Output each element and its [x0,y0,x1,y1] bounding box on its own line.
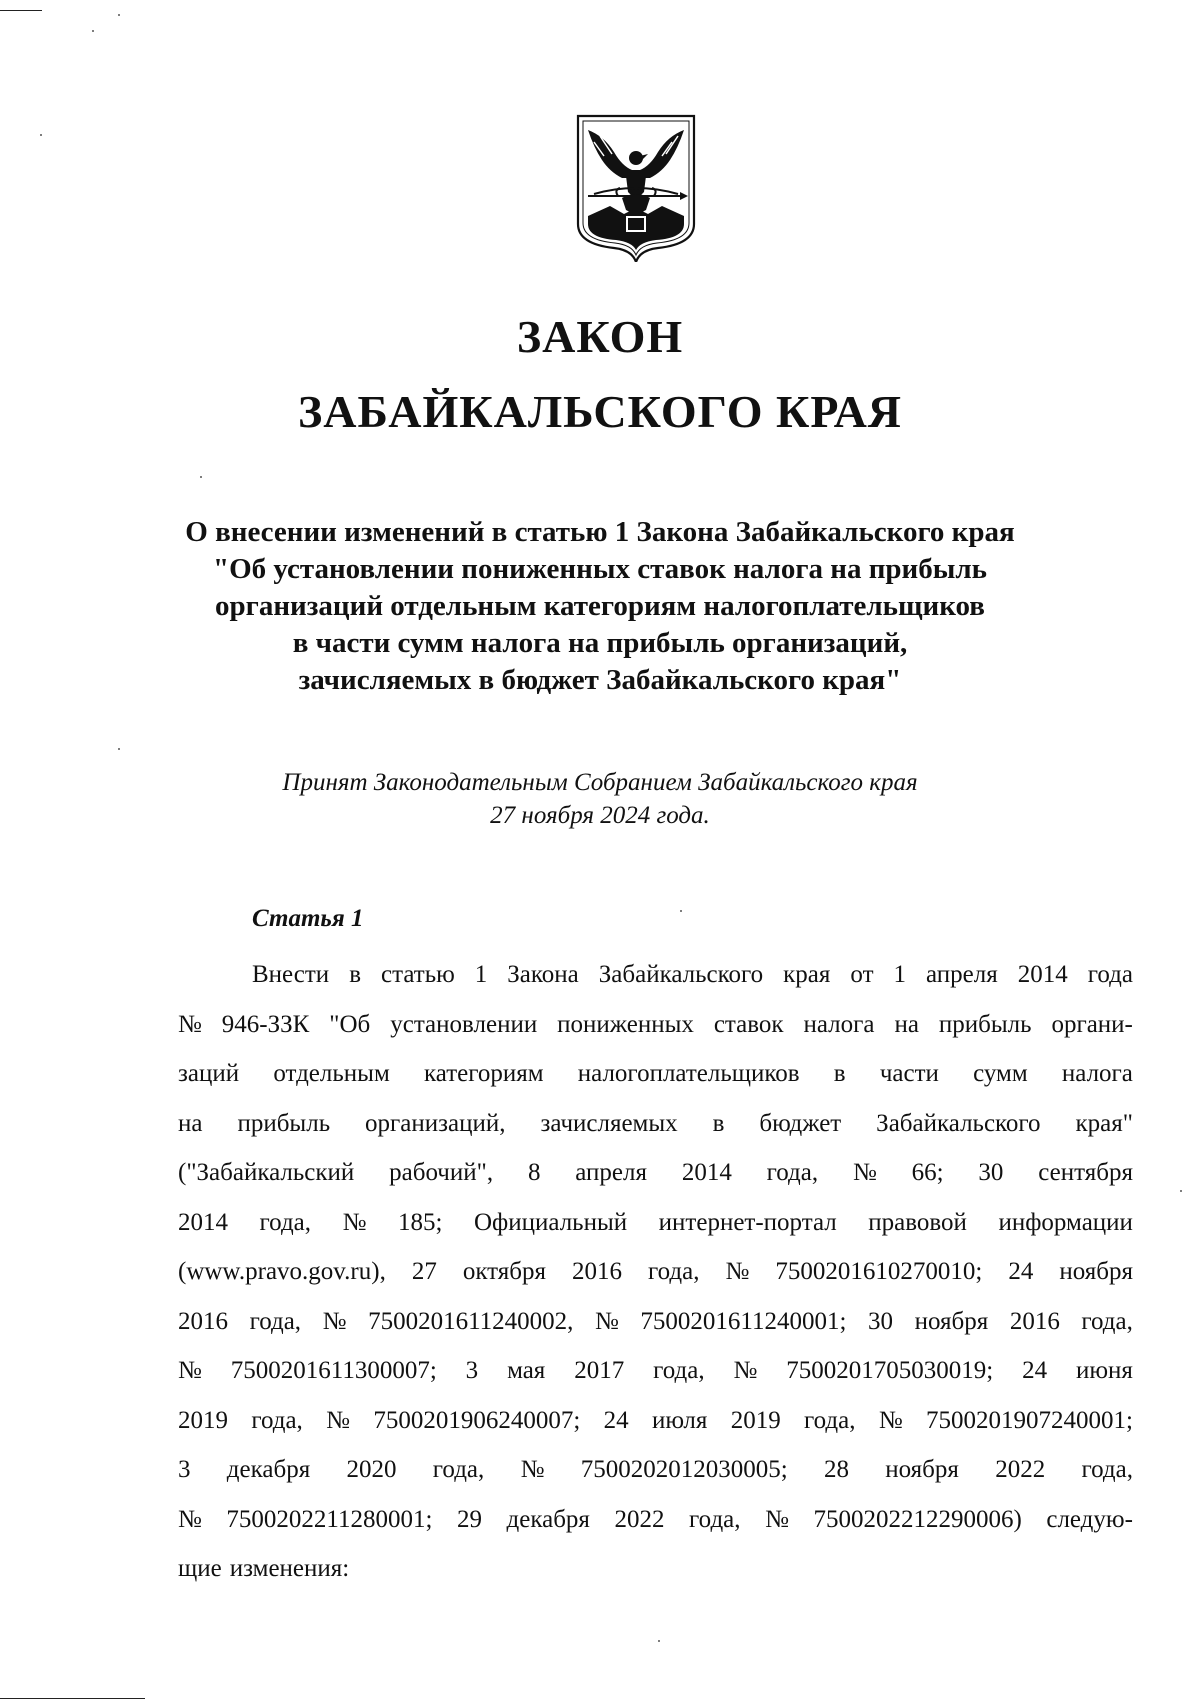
article-word: 7500201611240001; [640,1307,847,1335]
article-word: в [712,1109,725,1137]
article-word: 24 [1008,1258,1034,1285]
article-word: налога [1061,1060,1133,1087]
article-line [178,1247,1133,1297]
article-word: 1 [474,961,488,988]
law-subject-line: в части сумм налога на прибыль организаций, [292,627,908,659]
article-word: 66; [911,1159,944,1186]
article-word: от [850,961,874,988]
article-word: интернет-портал [658,1208,837,1236]
article-word: года, [804,1406,856,1434]
article-word: прибыль [237,1109,331,1137]
article-word: года, [1081,1456,1133,1483]
article-word: 7500202212290006) [813,1505,1022,1533]
law-subject-line: зачисляемых в бюджет Забайкальского края" [298,664,902,696]
article-word: 2019 [178,1406,228,1434]
article-word: года, [653,1357,705,1384]
article-word: в [349,961,361,988]
article-word: 2014 [1017,961,1068,988]
scan-speck [680,910,682,912]
article-word: (www.pravo.gov.ru), [178,1258,386,1285]
article-word: 2016 [572,1258,622,1285]
article-line [178,1445,1133,1495]
article-word: 29 [456,1505,482,1533]
article-word: года, [766,1159,819,1186]
article-word: 7500201906240007; [373,1406,581,1434]
article-word: года, [432,1456,485,1483]
article-word: сумм [973,1060,1028,1087]
article-word: года, [259,1208,312,1236]
article-word: на [894,1010,919,1038]
article-word: года, [251,1406,303,1434]
article-word: № [765,1505,789,1533]
article-line [178,950,1133,1000]
article-word: Закона [507,961,579,988]
article-word: 185; [397,1208,443,1236]
article-word: ноября [1059,1258,1133,1285]
article-word: зачисляемых [540,1109,678,1137]
law-subject [140,514,1060,699]
adoption-date: 27 ноября 2024 года. [490,802,710,829]
article-word: № [342,1208,367,1236]
article-word: статью [381,961,455,988]
article-word: 3 [465,1357,479,1384]
article-line [178,1049,1133,1099]
article-word: 7500201611240002, [368,1307,574,1335]
article-word: 7500201907240001; [926,1406,1133,1434]
scan-speck [118,748,120,750]
article-word: № [326,1406,350,1434]
article-word: 2016 [178,1307,228,1335]
article-word: прибыль [938,1010,1032,1038]
article-word: отдельным [273,1060,390,1087]
article-word: октября [462,1258,546,1285]
scan-speck [40,134,42,136]
article-word: № [594,1307,619,1335]
article-word: № [322,1307,347,1335]
article-word: ноября [914,1307,989,1335]
article-word: в [833,1060,846,1087]
article-word: 7500201610270010; [775,1258,983,1285]
article-word: декабря [226,1456,311,1483]
article-word: № [852,1159,877,1186]
article-word: заций [178,1060,240,1087]
article-line [178,1346,1133,1396]
scan-edge-line [0,10,42,11]
article-word: июня [1075,1357,1133,1384]
article-word: щие [178,1555,222,1582]
article-line [178,1148,1133,1198]
article-word: 7500201611300007; [230,1357,437,1384]
article-body [178,950,1133,1594]
article-word: ("Забайкальский [178,1159,355,1186]
law-subject-line: О внесении изменений в статью 1 Закона Забайкальского края [185,516,1015,548]
article-word: 8 [527,1159,541,1186]
article-word: 27 [411,1258,437,1285]
article-word: Забайкальского [876,1109,1041,1137]
article-word: 2014 [681,1159,732,1186]
article-word: сентября [1038,1159,1133,1186]
article-word: налогоплательщиков [577,1060,800,1087]
law-title-region: ЗАБАЙКАЛЬСКОГО КРАЯ [297,386,903,437]
article-word: года [1087,961,1133,988]
article-word: 7500202211280001; [226,1505,433,1533]
article-word: части [879,1060,939,1087]
scan-speck [658,1640,660,1642]
article-word: апреля [926,961,998,988]
article-word: 24 [603,1406,629,1434]
article-word: декабря [506,1505,590,1533]
article-word: организаций, [365,1109,506,1137]
article-word: "Об [329,1010,371,1038]
article-word: 1 [893,961,907,988]
article-word: ноября [885,1456,959,1483]
coat-of-arms-emblem [574,112,698,262]
article-word: 7500202012030005; [580,1456,788,1483]
article-word: № [878,1406,903,1434]
law-title: ЗАКОН [516,311,684,362]
law-subject-line: организаций отдельным категориям налогоплательщиков [215,590,985,622]
article-word: 7500201705030019; [786,1357,994,1384]
article-word: 30 [868,1307,894,1335]
article-word: установлении [390,1010,538,1038]
article-word: категориям [423,1060,544,1087]
article-line [178,1198,1133,1248]
article-line [178,1297,1133,1347]
law-subject-line: "Об установлении пониженных ставок налога на прибыль [212,553,988,585]
article-word: мая [507,1357,546,1384]
article-word: 30 [978,1159,1004,1186]
article-heading: Статья 1 [252,905,364,932]
article-word: 2016 [1009,1307,1060,1335]
article-word: 2019 [730,1406,781,1434]
article-word: года, [1081,1307,1133,1335]
article-word: 24 [1022,1357,1048,1384]
article-word: 2022 [614,1505,665,1533]
article-word: ставок [713,1010,784,1038]
article-word: следую- [1046,1505,1133,1533]
article-word: № [178,1357,202,1384]
article-word: правовой [868,1208,967,1236]
article-line [178,1099,1133,1149]
scan-speck [1180,1190,1182,1192]
article-word: апреля [575,1159,647,1186]
article-word: года, [648,1258,700,1285]
adoption-note [200,766,1000,832]
scan-speck [200,476,202,478]
article-word: июля [651,1406,708,1434]
article-word: на [178,1109,203,1137]
article-word: № [520,1456,545,1483]
article-word: 3 [178,1456,191,1483]
article-word: № [733,1357,758,1384]
article-word: № [178,1505,202,1533]
article-word: № [178,1010,202,1038]
article-word: 28 [823,1456,849,1483]
article-word: изменения: [229,1555,350,1582]
article-word: края [783,961,831,988]
article-word: 946-ЗЗК [221,1010,310,1038]
article-word: года, [689,1505,741,1533]
article-word: 2017 [574,1357,625,1384]
article-line [178,1544,1133,1594]
article-word: 2020 [346,1456,397,1483]
scan-speck [92,30,94,32]
article-word: 2022 [995,1456,1046,1483]
scan-speck [118,14,120,16]
article-word: Официальный [473,1208,628,1236]
article-word: края" [1075,1109,1133,1137]
article-word: рабочий", [389,1159,494,1186]
adoption-body: Принят Законодательным Собранием Забайкальского края [282,769,918,796]
article-word: органи- [1051,1010,1133,1038]
article-word: пониженных [557,1010,694,1038]
article-word: 2014 [178,1208,228,1236]
article-line [178,1495,1133,1545]
article-word: информации [998,1208,1133,1236]
article-word: Внести [252,961,330,988]
article-line [178,1396,1133,1446]
article-word: года, [249,1307,302,1335]
scan-edge-line [0,1698,145,1699]
article-word: бюджет [759,1109,842,1137]
article-line [178,1000,1133,1050]
article-word: налога [803,1010,875,1038]
article-word: Забайкальского [598,961,764,988]
article-word: № [725,1258,750,1285]
